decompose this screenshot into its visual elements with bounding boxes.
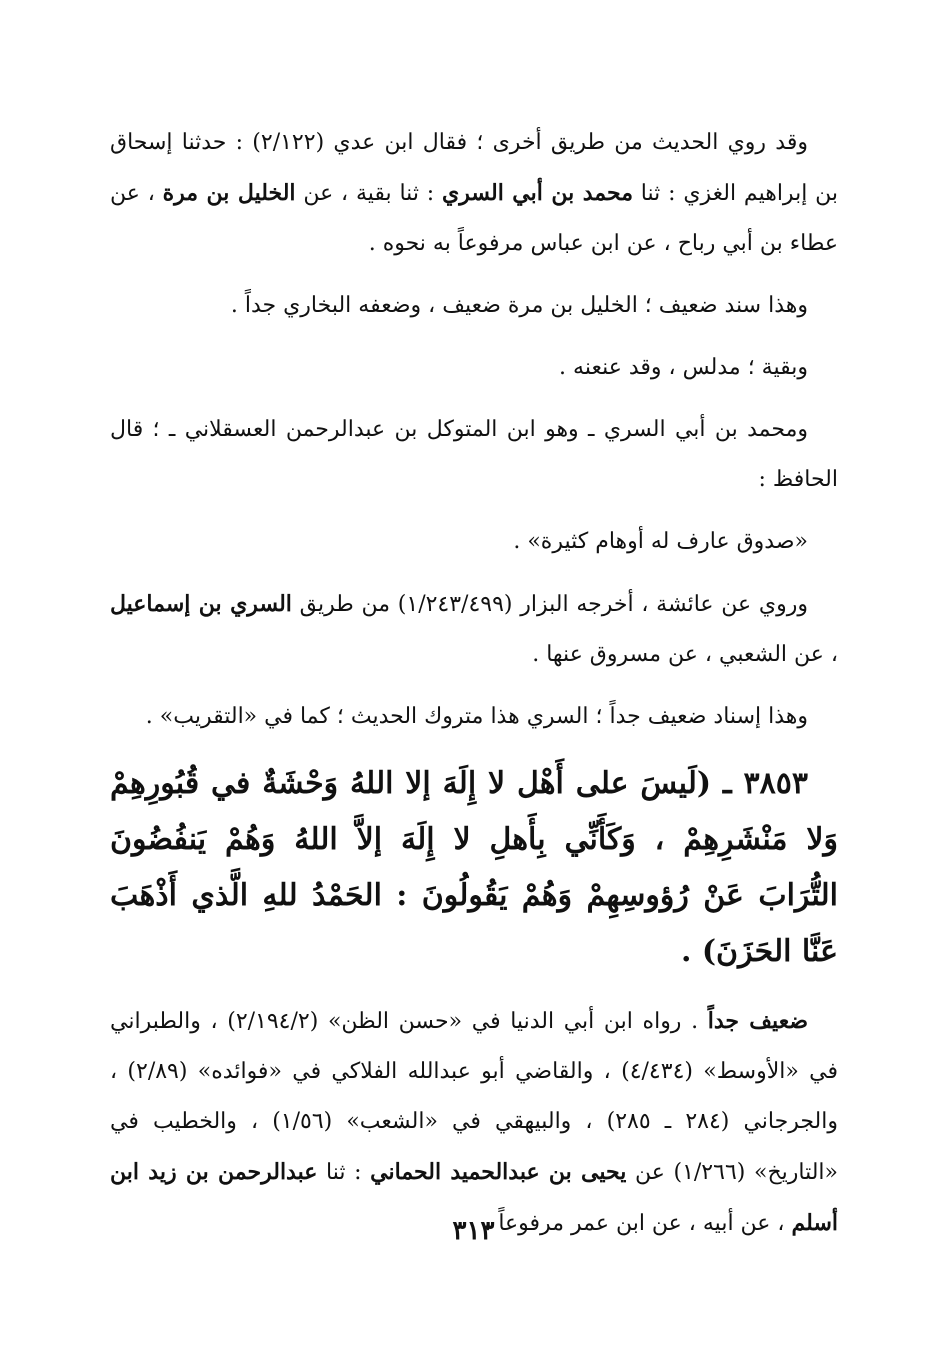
- narrator-name-bold: الخليل بن مرة: [162, 180, 296, 206]
- paragraph-ibn-adi-route: [110, 118, 838, 269]
- text-span: : ثنا: [317, 1160, 371, 1185]
- grading-bold: ضعيف جداً: [707, 1008, 808, 1034]
- paragraph-takhrij: [110, 996, 838, 1249]
- paragraph-very-weak-chain: وهذا إسناد ضعيف جداً ؛ السري هذا متروك الحديث ؛ كما في «التقريب» .: [145, 704, 808, 729]
- hadith-3853-text: ٣٨٥٣ ـ (لَيسَ على أَهْل لا إِلَهَ إلا اللهُ وَحْشَةٌ في قُبُورِهِمْ وَلا مَنْشَرِهِمْ ، وَكَأَنِّي بِأَهلِ لا إِلَهَ إلاَّ اللهُ وَهُمْ يَنفُضُونَ التُّرَابَ عَنْ رُؤوسِهِمْ وَهُمْ يَقُولُونَ : الحَمْدُ للهِ الَّذي أَذْهَبَ عَنَّا الحَزَنَ) .: [110, 766, 838, 969]
- page-number: ٣١٣: [452, 1216, 495, 1246]
- text-span: وقد روي الحديث من طريق أخرى ؛ فقال ابن عدي (٢/١٢٢) : حدثنا إسحاق بن إبراهيم الغزي : ثنا: [110, 130, 838, 206]
- narrator-name-bold: عبدالرحمن بن زيد ابن أسلم: [110, 1159, 838, 1236]
- paragraph-weak-chain: وهذا سند ضعيف ؛ الخليل بن مرة ضعيف ، وضعفه البخاري جداً .: [230, 293, 808, 318]
- page-body: [110, 118, 838, 1261]
- narrator-name-bold: محمد بن أبي السري: [442, 180, 633, 206]
- paragraph-baqiyya: وبقية ؛ مدلس ، وقد عنعنه .: [559, 355, 808, 380]
- narrator-name-bold: السري بن إسماعيل: [110, 591, 292, 617]
- text-span: ، عن عطاء بن أبي رباح ، عن ابن عباس مرفوعاً به نحوه .: [110, 181, 838, 256]
- paragraph-muhammad-ibn-abi-sari: ومحمد بن أبي السري ـ وهو ابن المتوكل بن عبدالرحمن العسقلاني ـ ؛ قال الحافظ :: [110, 417, 838, 492]
- text-span: ، عن الشعبي ، عن مسروق عنها .: [532, 642, 838, 667]
- paragraph-aisha-route: [110, 579, 838, 680]
- text-span: ، عن أبيه ، عن ابن عمر مرفوعاً .: [484, 1211, 792, 1236]
- paragraph-hafiz-quote: «صدوق عارف له أوهام كثيرة» .: [513, 529, 808, 554]
- text-span: : ثنا بقية ، عن: [295, 181, 443, 206]
- text-span: وروي عن عائشة ، أخرجه البزار (١/٢٤٣/٤٩٩) من طريق: [291, 592, 808, 617]
- text-span: . رواه ابن أبي الدنيا في «حسن الظن» (٢/١٩٤/٢) ، والطبراني في «الأوسط» (٤/٤٣٤) ، والقاضي أبو عبدالله الفلاكي في «فوائده» (٢/٨٩) ، والجرجاني (٢٨٤ ـ ٢٨٥) ، والبيهقي في «الشعب» (١/٥٦) ، والخطيب في «التاريخ» (١/٢٦٦) عن: [110, 1009, 839, 1185]
- narrator-name-bold: يحيى بن عبدالحميد الحماني: [370, 1159, 627, 1185]
